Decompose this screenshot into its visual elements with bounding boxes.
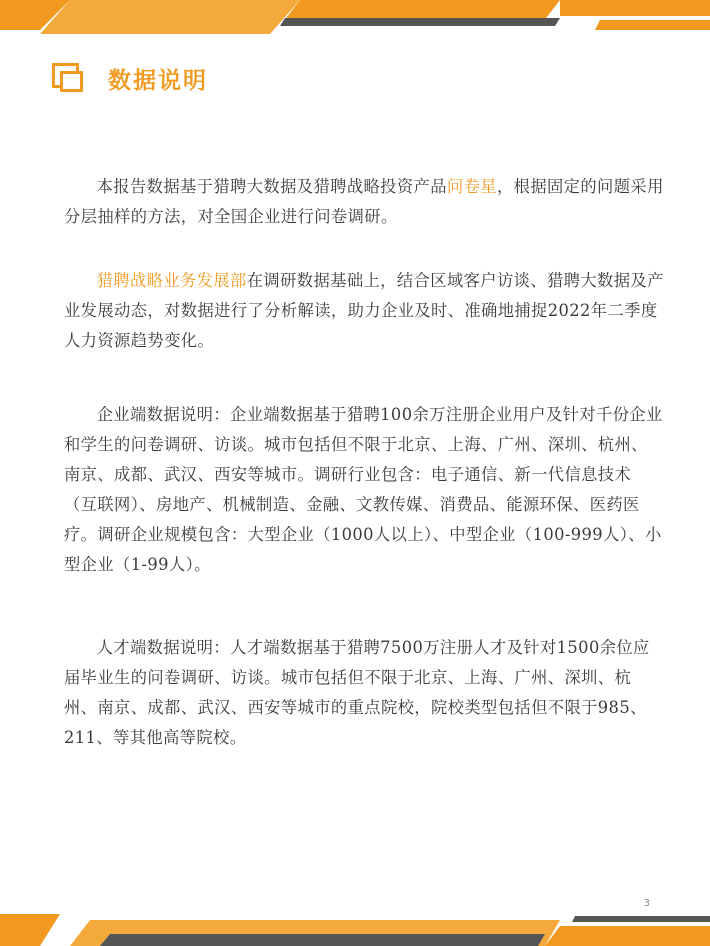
analysis-text: 在调研数据基础上，结合区域客户访谈、猎聘大数据及产业发展动态，对数据进行了分析解读，助力企业及时、准确地捕捉2022年二季度人力资源趋势变化。 [64, 271, 664, 350]
intro-text-continued: ，根据固定的问题采用分层抽样的方法，对全国企业进行问卷调研。 [64, 177, 664, 226]
talent-data-paragraph: 人才端数据说明：人才端数据基于猎聘7500万注册人才及针对1500余位应届毕业生的问卷调研、访谈。城市包括但不限于北京、上海、广州、深圳、杭州、南京、成都、武汉、西安等城市的重点院校，院校类型包括但不限于985、211、等其他高等院校。 [64, 638, 650, 747]
department-highlight: 猎聘战略业务发展部 [96, 271, 247, 290]
top-decoration-stripes [0, 0, 710, 40]
section-heading [52, 58, 208, 98]
page-title: 数据说明 [108, 67, 208, 94]
bottom-decoration-stripes [0, 906, 710, 946]
analysis-paragraph [64, 266, 664, 356]
page-number: 3 [643, 898, 650, 909]
intro-text: 本报告数据基于猎聘大数据及猎聘战略投资产品 [96, 177, 447, 196]
window-icon [52, 63, 84, 93]
enterprise-data-paragraph: 企业端数据说明：企业端数据基于猎聘100余万注册企业用户及针对千份企业和学生的问卷调研、访谈。城市包括但不限于北京、上海、广州、深圳、杭州、南京、成都、武汉、西安等城市。调研行业包含：电子通信、新一代信息技术（互联网）、房地产、机械制造、金融、文教传媒、消费品、能源环保、医药医疗。调研企业规模包含：大型企业（1000人以上）、中型企业（100-999人）、小型企业（1-99人）。 [64, 405, 663, 574]
product-highlight: 问卷星 [446, 177, 497, 196]
intro-paragraph [64, 172, 664, 232]
